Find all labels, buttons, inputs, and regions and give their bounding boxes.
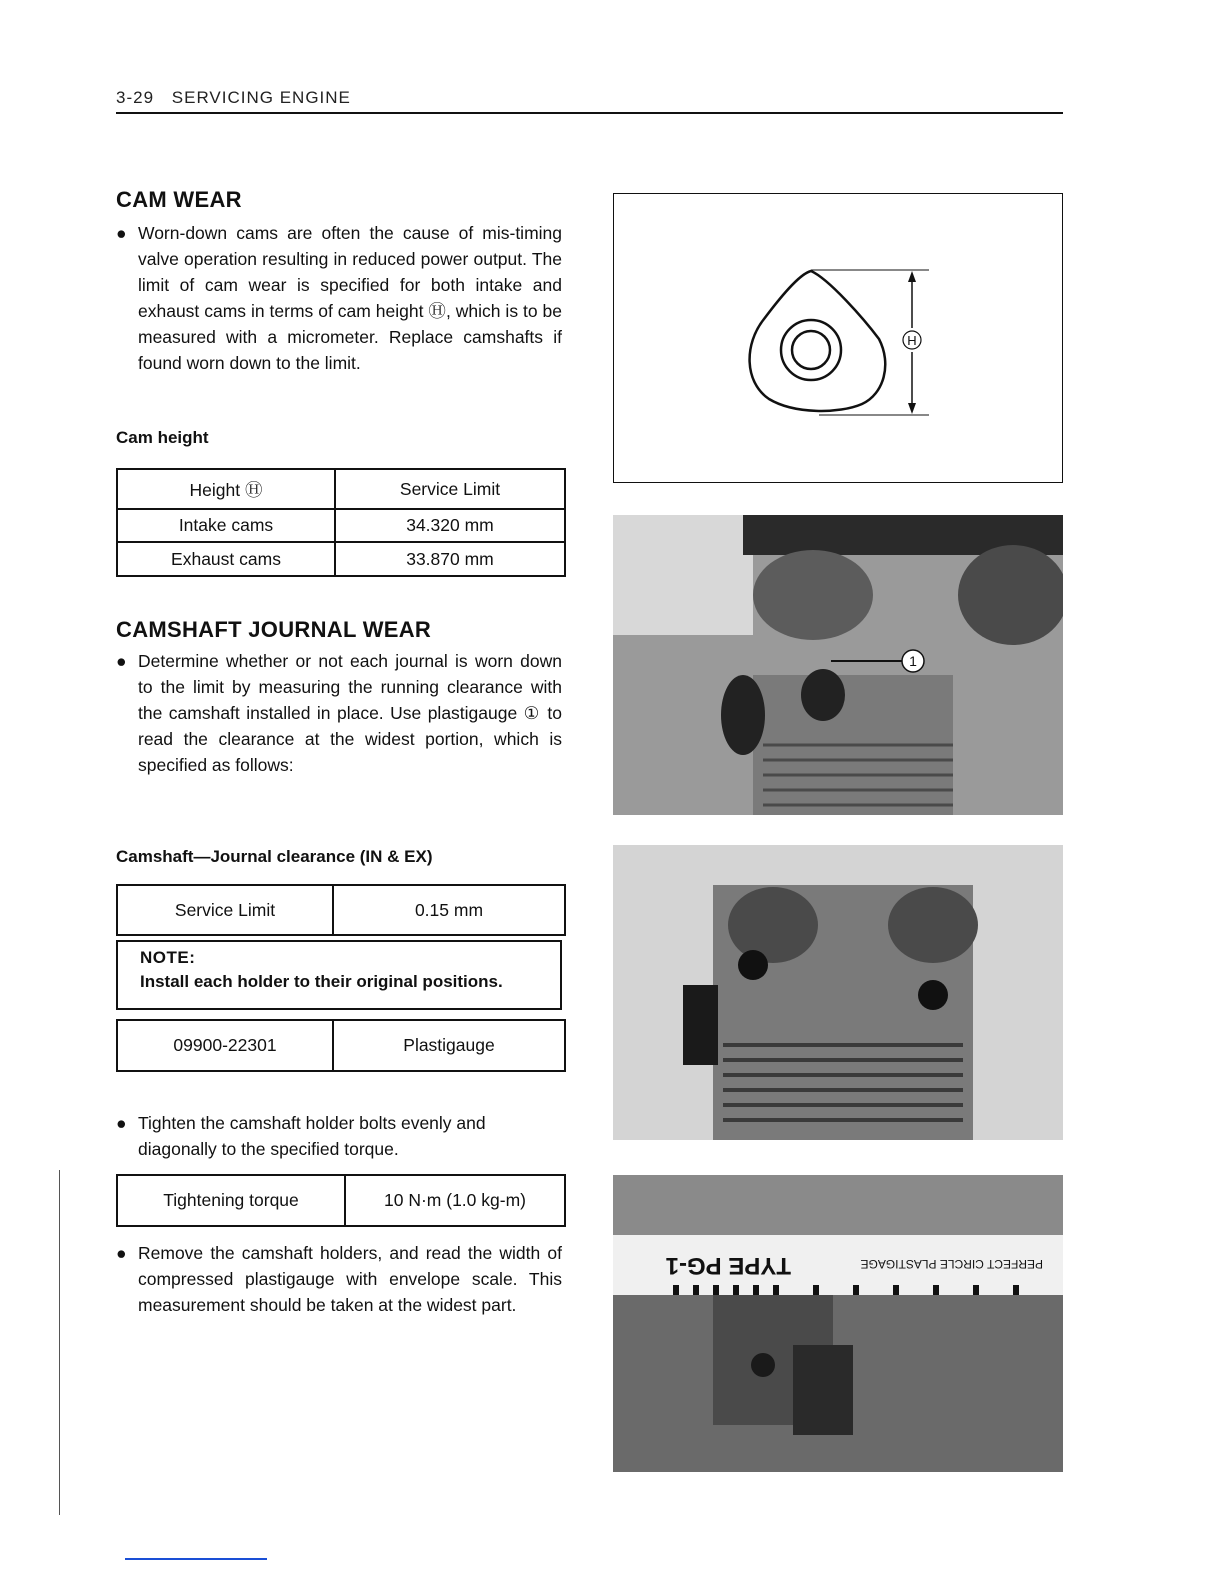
footer-blue-bar bbox=[125, 1558, 267, 1560]
camshaft bbox=[793, 1345, 853, 1435]
note-box bbox=[116, 940, 562, 1010]
table-row bbox=[117, 542, 565, 576]
photo-bg-light bbox=[613, 515, 753, 635]
arrow-down-icon bbox=[908, 403, 916, 414]
journal-wear-heading: CAMSHAFT JOURNAL WEAR bbox=[116, 617, 432, 642]
tighten-bullet bbox=[116, 1110, 562, 1162]
remove-holders-bullet bbox=[116, 1240, 562, 1318]
camshaft-outer-ring bbox=[781, 320, 841, 380]
carb-boot bbox=[683, 985, 718, 1065]
journal-wear-bullet bbox=[116, 648, 562, 778]
torque-label: Tightening torque bbox=[117, 1175, 345, 1226]
table-row bbox=[117, 1020, 565, 1071]
note-text: Install each holder to their original positions. bbox=[140, 972, 503, 991]
photo-1-illustration bbox=[613, 515, 1063, 815]
note-title: NOTE: bbox=[140, 948, 196, 967]
right-holder bbox=[918, 980, 948, 1010]
cam-height-title: Cam height bbox=[116, 428, 209, 447]
photo-plastigauge-scale bbox=[613, 1175, 1063, 1472]
photo-camshaft-holders bbox=[613, 845, 1063, 1140]
table-cell: Exhaust cams bbox=[117, 542, 335, 576]
table-header-cell: Service Limit bbox=[335, 469, 565, 509]
table-header-row bbox=[117, 469, 565, 509]
bullet-dot: ● bbox=[116, 1243, 127, 1263]
margin-line bbox=[59, 1170, 60, 1515]
gauge-brand-label: PERFECT CIRCLE PLASTIGAGE bbox=[860, 1257, 1043, 1271]
page-number: 3-29 bbox=[116, 88, 155, 107]
cam-sprocket bbox=[753, 550, 873, 640]
section-title: SERVICING ENGINE bbox=[171, 88, 351, 107]
cam-lobe-outline bbox=[750, 271, 886, 411]
cam-sprocket-2 bbox=[958, 545, 1063, 645]
tool-name: Plastigauge bbox=[333, 1020, 565, 1071]
callout-1-label: 1 bbox=[909, 653, 917, 669]
photo-plastigauge-on-journal bbox=[613, 515, 1063, 815]
arrow-up-icon bbox=[908, 271, 916, 282]
photo-2-illustration bbox=[613, 845, 1063, 1140]
table-row bbox=[117, 509, 565, 542]
journal-clearance-title: Camshaft—Journal clearance (IN & EX) bbox=[116, 847, 433, 866]
table-cell: 34.320 mm bbox=[335, 509, 565, 542]
carburetor-boot bbox=[721, 675, 765, 755]
special-tool-table bbox=[116, 1019, 566, 1072]
service-limit-label: Service Limit bbox=[117, 885, 333, 935]
bullet-dot: ● bbox=[116, 651, 127, 671]
table-cell: Intake cams bbox=[117, 509, 335, 542]
cam-height-diagram bbox=[613, 193, 1063, 483]
cam-height-table bbox=[116, 468, 566, 577]
photo-3-illustration bbox=[613, 1175, 1063, 1472]
table-header-cell: Height Ⓗ bbox=[117, 469, 335, 509]
hand-area bbox=[613, 1175, 1063, 1235]
tighten-text: Tighten the camshaft holder bolts evenly and diagonally to the specified torque. bbox=[138, 1113, 486, 1159]
service-limit-table bbox=[116, 884, 566, 936]
remove-holders-text: Remove the camshaft holders, and read the width of compressed plastigauge with envelope scale. This measurement should be taken at the widest part. bbox=[138, 1243, 562, 1315]
table-row bbox=[117, 885, 565, 935]
page-header bbox=[116, 88, 351, 108]
gauge-type-label: TYPE PG-1 bbox=[665, 1252, 791, 1279]
journal-end bbox=[801, 669, 845, 721]
table-cell: 33.870 mm bbox=[335, 542, 565, 576]
service-limit-value: 0.15 mm bbox=[333, 885, 565, 935]
tool-number: 09900-22301 bbox=[117, 1020, 333, 1071]
cam-lobe-drawing bbox=[614, 194, 1064, 484]
cam-wear-bullet bbox=[116, 220, 562, 376]
torque-table bbox=[116, 1174, 566, 1227]
cam-wear-heading: CAM WEAR bbox=[116, 187, 242, 212]
journal-wear-text: Determine whether or not each journal is worn down to the limit by measuring the running clearance with the camshaft installed in place. Use plastigauge ① to read the clearance at the widest portion, which is specified as follows: bbox=[138, 651, 562, 775]
height-marker-label: H bbox=[907, 333, 917, 348]
bullet-dot: ● bbox=[116, 1113, 127, 1133]
right-sprocket bbox=[888, 887, 978, 963]
header-rule bbox=[116, 112, 1063, 114]
holder-bolt-hole bbox=[751, 1353, 775, 1377]
table-row bbox=[117, 1175, 565, 1226]
left-sprocket bbox=[728, 887, 818, 963]
camshaft-inner-ring bbox=[792, 331, 830, 369]
left-holder bbox=[738, 950, 768, 980]
torque-value: 10 N·m (1.0 kg-m) bbox=[345, 1175, 565, 1226]
cam-wear-text: Worn-down cams are often the cause of mis-timing valve operation resulting in reduced power output. The limit of cam wear is specified for both intake and exhaust cams in terms of cam height Ⓗ, which is to be measured with a micrometer. Replace camshafts if found worn down to the limit. bbox=[138, 223, 562, 373]
bullet-dot: ● bbox=[116, 223, 127, 243]
